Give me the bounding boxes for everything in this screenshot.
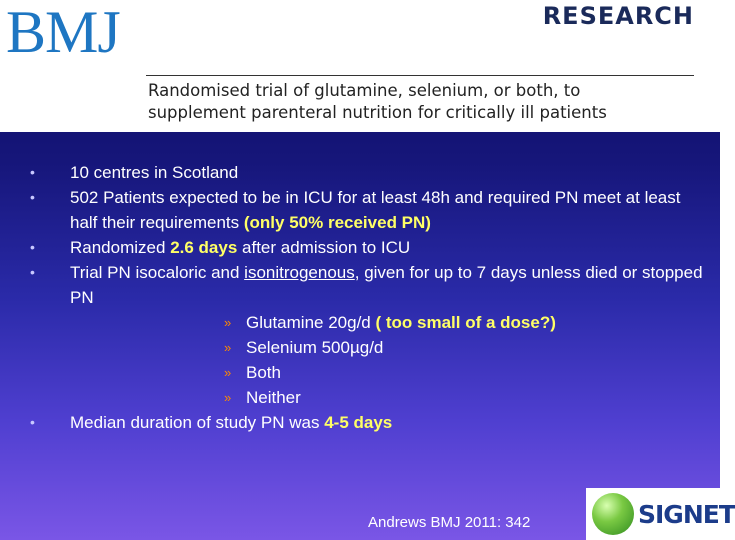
arm-list <box>70 310 708 410</box>
bullet-highlight: (only 50% received PN) <box>243 213 431 232</box>
header-banner <box>0 0 720 132</box>
arm-text: Glutamine 20g/d <box>246 313 371 332</box>
arm-text: Selenium 500µg/d <box>246 338 384 357</box>
signet-logo <box>586 488 735 540</box>
arm-text: Neither <box>246 388 301 407</box>
bullet-text: Median duration of study PN was <box>70 413 320 432</box>
arm-item <box>70 310 708 335</box>
paper-title <box>148 80 708 124</box>
bullet-text: , given for up to 7 days unless died or stopped PN <box>70 263 703 307</box>
bullet-dot-icon: • <box>30 264 35 280</box>
bullet-item <box>28 185 708 235</box>
citation: Andrews BMJ 2011: 342 <box>368 514 531 531</box>
title-rule <box>146 75 694 76</box>
bullet-text: Trial PN isocaloric and <box>70 263 240 282</box>
sub-bullet-icon: » <box>224 340 232 355</box>
bmj-logo: BMJ <box>6 0 120 65</box>
paper-title-line-2: supplement parenteral nutrition for critically ill patients <box>148 103 607 122</box>
bullet-underlined: isonitrogenous <box>244 263 355 282</box>
bullet-item <box>28 160 708 185</box>
bullet-list <box>28 160 708 435</box>
paper-title-line-1: Randomised trial of glutamine, selenium, or both, to <box>148 81 581 100</box>
section-label: RESEARCH <box>542 2 694 30</box>
arm-item <box>70 360 708 385</box>
bullet-text: 10 centres in Scotland <box>70 163 239 182</box>
signet-logo-text: SIGNET <box>638 500 735 529</box>
bullet-item <box>28 235 708 260</box>
bullet-text: after admission to ICU <box>242 238 411 257</box>
arm-text: Both <box>246 363 281 382</box>
arm-item <box>70 335 708 360</box>
bullet-dot-icon: • <box>30 239 35 255</box>
arm-item <box>70 385 708 410</box>
bullet-dot-icon: • <box>30 164 35 180</box>
bullet-item <box>28 260 708 410</box>
bullet-highlight: 2.6 days <box>170 238 238 257</box>
arm-highlight: ( too small of a dose?) <box>375 313 556 332</box>
bullet-dot-icon: • <box>30 414 35 430</box>
bullet-item <box>28 410 708 435</box>
sub-bullet-icon: » <box>224 315 232 330</box>
sub-bullet-icon: » <box>224 365 232 380</box>
bullet-highlight: 4-5 days <box>324 413 393 432</box>
sub-bullet-icon: » <box>224 390 232 405</box>
signet-ball-icon <box>592 493 634 535</box>
bullet-dot-icon: • <box>30 189 35 205</box>
bullet-text: Randomized <box>70 238 166 257</box>
bullet-text: 502 Patients expected to be in ICU for at least 48h and required PN meet at least half their requirements <box>70 188 681 232</box>
